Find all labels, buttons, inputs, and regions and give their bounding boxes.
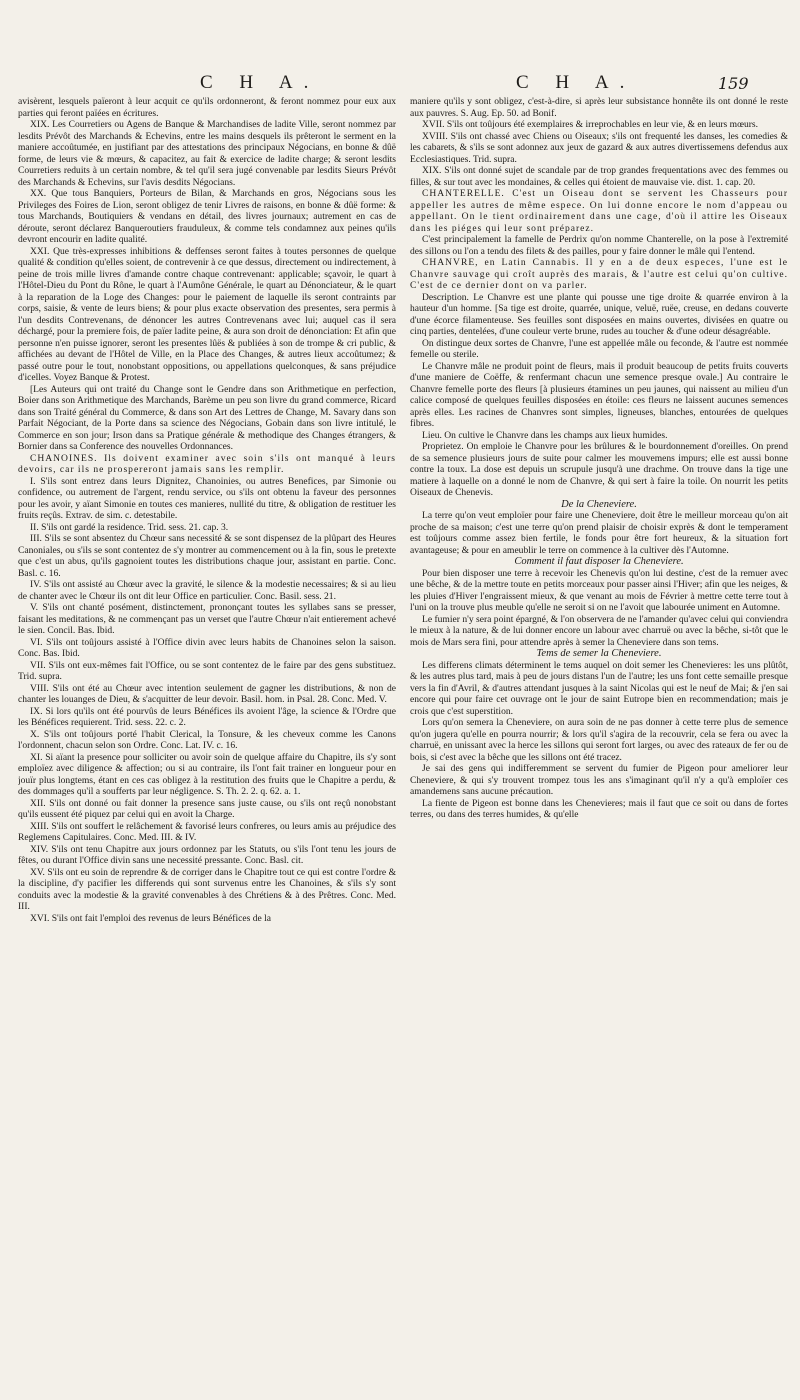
paragraph: V. S'ils ont chanté posément, distinctement, prononçant toutes les syllabes sans se presser, faisant les meditations, & ne commençant pas un verset que l'autre Chœur n'ait entierement achevé le sien. Concil. Bas. Ibid. [18,602,396,636]
paragraph: Description. Le Chanvre est une plante qui pousse une tige droite & quarrée environ à la hauteur d'un homme. [Sa tige est droite, quarrée, unique, veluë, ruëe, creuse, en dedans couverte d'une écorce filamenteuse. Ses feuilles sont disposées en mains ouvertes, divisées en quatre ou cinq parties, dentelées, d'une couleur verte brune, rudes au toucher & d'une odeur désagréable. [410,291,788,337]
page-number: 159 [718,74,749,93]
paragraph: XX. Que tous Banquiers, Porteurs de Bilan, & Marchands en gros, Négocians sous les Privileges des Foires de Lion, seront obligez de tenir Livres de raisons, en bonne & dûë forme: & tous Marchands, Boutiquiers & vendans en détail, des livres journaux; autrement en cas de déroute, seront déclarez Banqueroutiers frauduleux, & comme tels condamnez aux peines qu'ils devront encourir en ladite qualité. [18,188,396,245]
paragraph: Lieu. On cultive le Chanvre dans les champs aux lieux humides. [422,429,668,441]
paragraph: X. S'ils ont toûjours porté l'habit Clerical, la Tonsure, & les cheveux comme les Canons l'ordonnent, chacun selon son Ordre. Conc. Lat. IV. c. 16. [18,728,396,751]
paragraph: XVI. S'ils ont fait l'emploi des revenus de leurs Bénéfices de la [30,912,271,924]
paragraph: XIX. Les Courretiers ou Agens de Banque & Marchandises de ladite Ville, seront nommez par lesdits Prévôt des Marchands & Echevins, entre les mains desquels ils prêteront le serment en la maniere accoûtumée, en justifiant par des attestations des principaux Négocians, en bonne & dûë forme, de leurs vie & mœurs, & capacitez, au fait & exercice de ladite charge; & seront lesdits Courretiers reduits à un certain nombre, & tel qu'il sera jugé convenable par lesdits Sieurs Prévôt des Marchands & Echevins, sur l'avis desdits Négocians. [18,119,396,188]
paragraph: avisèrent, lesquels païeront à leur acquit ce qu'ils ordonneront, & feront nommez pour eux aux parties qui feront païées en écritures. [18,96,396,119]
paragraph: Les differens climats déterminent le tems auquel on doit semer les Chenevieres: les uns plûtôt, & les autres plus tard, mais à peu de jours distans l'un de l'autre; les uns font cette semaille presque vers la fin d'Avril, & d'autres attendant jusques à la saint Nicolas qui est le neuf de Mai; & j'en sai encore qui pour faire cet ouvrage ont le jour de saint Eutrope bien en recommendation; mais je crois que c'est superstition. [410,659,788,717]
section-heading: De la Cheneviere. [561,498,637,510]
paragraph: VIII. S'ils ont été au Chœur avec intention seulement de gagner les distributions, & non de chanter les louanges de Dieu, & s'acquitter de leur devoir. Basil. hom. in Psal. 28. Conc. Med. V. [18,682,396,705]
paragraph: [Les Auteurs qui ont traité du Change sont le Gendre dans son Arithmetique en perfection, Boier dans son Arithmetique des Marchands, Barème un peu son livre du grand commerce, Ricard dans son Traité général du Commerce, & dans son Art des Lettres de Change, M. Savary dans son Parfait Négociant, de la Porte dans sa science des Négocians, Gobain dans son livre intitulé, le Commerce en son jour; Irson dans sa Pratique générale & methodique des Changes étrangers, & Bornier dans sa Conference des nouvelles Ordonnances. [18,383,396,452]
paragraph: maniere qu'ils y sont obligez, c'est-à-dire, si après leur subsistance honnête ils ont donné le reste aux pauvres. S. Aug. Ep. 50. ad Bonif. [410,96,788,119]
paragraph: C'est principalement la famelle de Perdrix qu'on nomme Chanterelle, on la pose à l'extremité des sillons ou l'on a tendu des filets & des pailles, pour y faire donner le mâle qui l'entend. [410,234,788,257]
entry-chanterelle: CHANTERELLE. C'est un Oiseau dont se servent les Chasseurs pour appeller les autres de même espece. On lui donne encore le nom d'appeau ou appellant. On le tient ordinairement dans une cage, d'où il attire les Oiseaux dans les piéges qui leur sont préparez. [410,188,788,234]
paragraph: La fiente de Pigeon est bonne dans les Chenevieres; mais il faut que ce soit ou dans de fortes terres, ou dans des terres humides, & qu'elle [410,797,788,820]
paragraph: XV. S'ils ont eu soin de reprendre & de corriger dans le Chapitre tout ce qui est contre l'ordre & la discipline, d'y pacifier les differends qui sont survenus entre les Chanoines, & s'ils s'y sont conduits avec la modestie & la gravité convenables à des Chrétiens & à des Prêtres. Conc. Med. III. [18,866,396,912]
paragraph: Proprietez. On emploie le Chanvre pour les brûlures & le bourdonnement d'oreilles. On prend de sa semence plusieurs jours de suite pour calmer les mouvemens impurs; elle est aussi bonne contre la toux. La dose est depuis un scrupule jusqu'à une drachme. On trouve dans la tige une matiere à laquelle on a donné le nom de Chanvre, & qui sert à faire la toile. On nourrit les petits Oiseaux de Chenevis. [410,441,788,498]
paragraph: Lors qu'on semera la Cheneviere, on aura soin de ne pas donner à cette terre plus de semence qu'on jugera qu'elle en pourra nourrir; & lors qu'il s'agira de la recouvrir, cela se fera ou avec la charruë, en unissant avec la herce les sillons qui seront fort larges, ou avec des rateaux de fer ou de bois, si c'est avec la bêche que les sillons ont été tracez. [410,717,788,763]
paragraph: VI. S'ils ont toûjours assisté à l'Office divin avec leurs habits de Chanoines selon la saison. Conc. Bas. Ibid. [18,636,396,659]
paragraph: XVII. S'ils ont toûjours été exemplaires & irreprochables en leur vie, & en leurs mœurs. [422,119,759,130]
entry-chanvre: CHANVRE, en Latin Cannabis. Il y en a de deux especes, l'une est le Chanvre sauvage qui croît auprès des marais, & l'autre est celui qu'on cultive. C'est de ce dernier dont on va parler. [410,257,788,291]
paragraph: IX. Si lors qu'ils ont été pourvûs de leurs Bénéfices ils avoient l'âge, la science & l'Ordre que les Bénéfices requierent. Trid. sess. 22. c. 2. [18,705,396,728]
entry-chanoines: CHANOINES. Ils doivent examiner avec soin s'ils ont manqué à leurs devoirs, car ils ne prospereront jamais sans les remplir. [18,452,396,475]
paragraph: Pour bien disposer une terre à recevoir les Chenevis qu'on lui destine, c'est de la remuer avec une bêche, & de la mettre toute en petits morceaux pour passer ainsi l'Hiver; afin que les neiges, & les pluies d'Hiver l'engraissent mieux, & que venant au mois de Février à mettre cette terre tout à l'uni on la trouve plus meuble qu'elle ne seroit si on ne l'avoit que labourée uniment en Automne. [410,567,788,613]
running-head-right: C H A. [516,72,636,93]
paragraph: XXI. Que très-expresses inhibitions & deffenses seront faites à toutes personnes de quelque qualité & condition qu'elles soient, de contrevenir à ce que dessus, directement ou indirectement, à peine de trois mille livres d'amande contre chaque contrevenant: applicable; sçavoir, le quart à l'Hôtel-Dieu du Pont du Rône, le quart à l'Aumône Générale, le quart au Dénonciateur, & le quart à la reparation de la Loge des Changes: pour le paiement de laquelle ils seront contraints par corps, saisie, & vente de leurs biens; & pour plus exacte observation des presentes, sera permis à l'un desdits Contrevenans, de dénoncer les autres Contrevenans avec lui; auquel cas il sera déchargé, pour la premiere fois, de païer ladite peine, & aura son droit de dénonciation: Et afin que personne n'en puisse ignorer, seront les presentes lûës & publiées à son de trompe & cri public, & affichées au devant de l'Hôtel de Ville, en la Place des Changes, & autres lieux accoûtumez; & passé outre pour le tout, nonobstant oppositions, ou appellations quelconques, & sans préjudice d'icelles. Voyez Banque & Protest. [18,245,396,383]
paragraph: Le Chanvre mâle ne produit point de fleurs, mais il produit beaucoup de petits fruits couverts d'une maniere de Coëffe, & renfermant chacun une semence presque ovale.] Au contraire le Chanvre femelle porte des fleurs [à plusieurs étamines un peu jaunes, qui naissent au milieu d'un calice composé de quelques feuilles disposées en étoile: ces fleurs ne laissent aucunes semences après elles. Les racines de Chanvres sont simples, ligneuses, blanches, entourées de quelques fibres. [410,360,788,429]
paragraph: IV. S'ils ont assisté au Chœur avec la gravité, le silence & la modestie necessaires; & si au lieu de chanter avec le Chœur ils ont dit leur Office en particulier. Conc. Basil. sess. 21. [18,579,396,602]
right-column [410,96,788,1388]
paragraph: On distingue deux sortes de Chanvre, l'une est appellée mâle ou feconde, & l'autre est nommée femelle ou sterile. [410,337,788,360]
paragraph: Le fumier n'y sera point épargné, & l'on observera de ne l'amander qu'avec celui qui conviendra le mieux à la nature, & de lui donner encore un labour avec charruë ou avec la bêche, si-tôt que le mois de Mars sera fini, pour attendre après à semer la Cheneviere dans son tems. [410,613,788,648]
paragraph: III. S'ils se sont absentez du Chœur sans necessité & se sont dispensez de la plûpart des Heures Canoniales, ou s'ils se sont contentez de s'y montrer au commencement ou à la fin, sous le pretexte que c'est un abus, qu'ils gagnoient toutes les distributions chaque jour, assistant en partie. Conc. Basl. c. 16. [18,533,396,579]
paragraph: VII. S'ils ont eux-mêmes fait l'Office, ou se sont contentez de le faire par des gens substituez. Trid. supra. [18,659,396,682]
section-heading: Comment il faut disposer la Cheneviere. [514,556,684,567]
paragraph: La terre qu'on veut emploïer pour faire une Cheneviere, doit être le meilleur morceau qu'on ait proche de sa maison; c'est une terre qu'on prend plaisir de choisir exprès & dont le temperament est toûjours comme assez bien fertile, le fonds pour être fort heureux, & la situation fort avantageuse; & pour en ameublir le terre on commence à la cultiver dès l'Automne. [410,510,788,556]
paragraph: XIV. S'ils ont tenu Chapitre aux jours ordonnez par les Statuts, ou s'ils l'ont tenu les jours de fêtes, ou durant l'Office divin sans une necessité pressante. Conc. Basl. cit. [18,843,396,866]
left-column [18,96,396,1388]
paragraph: XII. S'ils ont donné ou fait donner la presence sans juste cause, ou s'ils ont reçû nonobstant qu'ils eussent été piquez par celui qui en avoit la Charge. [18,797,396,820]
paragraph: XVIII. S'ils ont chassé avec Chiens ou Oiseaux; s'ils ont frequenté les danses, les comedies & les cabarets, & s'ils se sont adonnez aux jeux de gazard & aux autres divertissemens defendus aux Ecclesiastiques. Trid. supra. [410,130,788,165]
paragraph: XIII. S'ils ont souffert le relâchement & favorisé leurs confreres, ou leurs amis au préjudice des Reglemens Capitulaires. Conc. Med. III. & IV. [18,820,396,843]
paragraph: Je sai des gens qui indifferemment se servent du fumier de Pigeon pour ameliorer leur Cheneviere, & qui s'y trouvent trompez tous les ans s'imaginant qu'il n'y a qu'à emploïer ces amandemens sans aucune précaution. [410,763,788,797]
section-heading: Tems de semer la Cheneviere. [536,648,662,659]
paragraph: XI. Si aïant la presence pour solliciter ou avoir soin de quelque affaire du Chapitre, ils s'y sont emploïez avec diligence & affection; ou si au contraire, ils l'ont fait trainer en longueur pour en jouïr plus longtems, étant en ces cas obligez à la restitution des fruits que le Chapitre a perdu, & des dommages qu'il a soufferts par leur négligence. S. Th. 2. 2. q. 62. a. 1. [18,751,396,797]
running-head-left: C H A. [200,72,320,93]
paragraph: II. S'ils ont gardé la residence. Trid. sess. 21. cap. 3. [30,521,229,533]
paragraph: I. S'ils sont entrez dans leurs Dignitez, Chanoinies, ou autres Benefices, par Simonie ou confidence, ou autrement de l'argent, rendu service, ou s'ils ont obtenu la faveur des personnes pour les avoir, y aïant Simonie en toutes ces manieres, nullité du titre, & obligation de restituer les fruits reçûs. Extrav. de sim. c. detestabile. [18,475,396,521]
paragraph: XIX. S'ils ont donné sujet de scandale par de trop grandes frequentations avec des femmes ou filles, & sur tout avec les mondaines, & celles qui étoient de mauvaise vie. dist. 1. cap. 20. [410,165,788,188]
